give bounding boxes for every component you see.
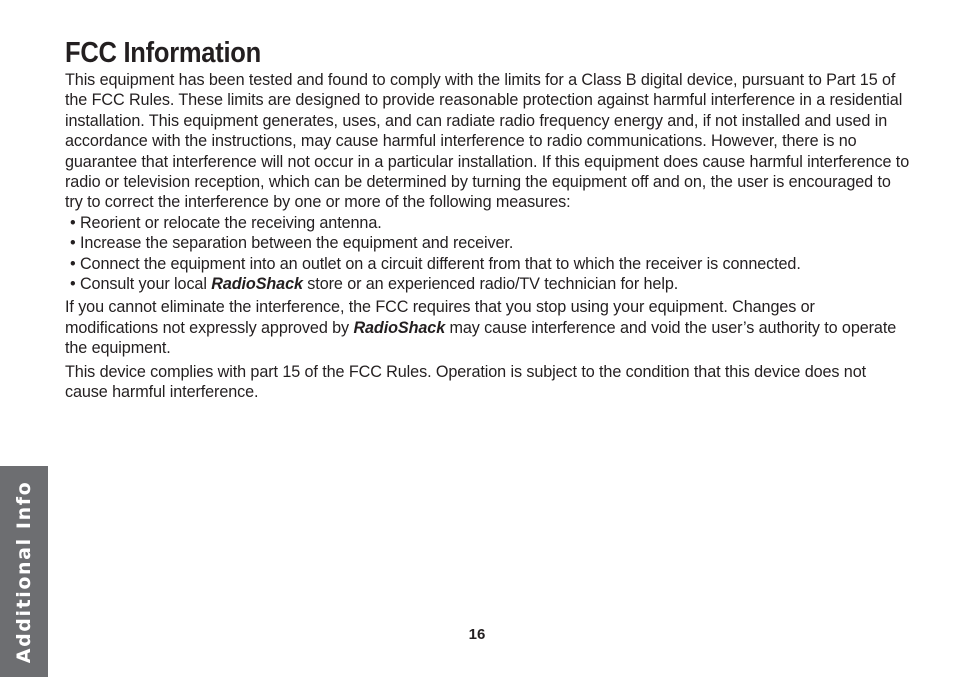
measure-text: Increase the separation between the equipment and receiver. [79, 234, 514, 253]
measure-item [70, 274, 910, 294]
intro-paragraph: This equipment has been tested and found to comply with the limits for a Class B digital device, pursuant to Part 15 of the FCC Rules. These limits are designed to provide reasonable protection against harmful interference in a residential installation. This equipment generates, uses, and can radiate radio frequency energy and, if not installed and used in accordance with the instructions, may cause harmful interference to radio communications. However, there is no guarantee that interference will not occur in a particular installation. If this equipment does cause harmful interference to radio or television reception, which can be determined by turning the equipment off and on, the user is encouraged to try to correct the interference by one or more of the following measures: [65, 71, 910, 212]
measure-item [70, 213, 910, 233]
page-content [65, 36, 910, 403]
section-side-tab-label: Additional Info [13, 480, 35, 664]
measure-text: Connect the equipment into an outlet on a circuit different from that to which the receiver is connected. [79, 254, 801, 273]
page-number: 16 [468, 626, 486, 643]
measures-list [65, 213, 910, 295]
interference-paragraph [65, 297, 910, 358]
page-title: FCC Information [65, 37, 261, 69]
measure-item [70, 254, 910, 274]
paragraph-text: If you cannot eliminate the interference, the FCC requires that you stop using your equipment. Changes or modifications not expressly approved by [65, 298, 815, 337]
measure-text: store or an experienced radio/TV technician for help. [302, 275, 679, 294]
measure-text: Reorient or relocate the receiving antenna. [79, 213, 382, 232]
brand-name: RadioShack [211, 275, 303, 294]
measure-text: Consult your local [79, 275, 212, 294]
measure-item [70, 233, 910, 253]
section-side-tab [0, 466, 48, 677]
paragraph-text: may cause interference and void the user’s authority to operate the equipment. [65, 318, 897, 358]
brand-name: RadioShack [353, 318, 446, 337]
compliance-paragraph: This device complies with part 15 of the FCC Rules. Operation is subject to the condition that this device does not cause harmful interference. [65, 362, 866, 402]
